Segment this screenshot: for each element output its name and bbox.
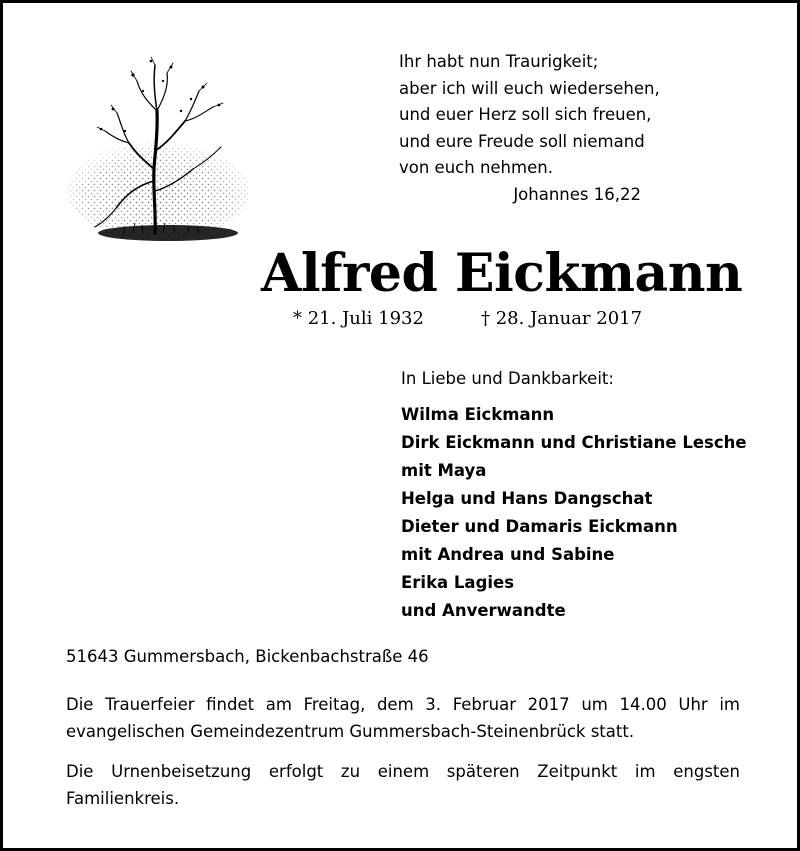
mourner-name: mit Andrea und Sabine [401,545,615,564]
mourners-intro: In Liebe und Dankbarkeit: [401,369,614,388]
deceased-name: Alfred Eickmann [261,243,743,304]
death-date: † 28. Januar 2017 [481,308,643,329]
verse-line: Ihr habt nun Traurigkeit; [399,52,599,71]
funeral-service-notice: Die Trauerfeier findet am Freitag, dem 3. Februar 2017 um 14.00 Uhr im evangelischen Gemeindezentrum Gummersbach-Steinenbrück statt. [66,695,740,741]
mourner-name: Dirk Eickmann und Christiane Lesche [401,433,747,452]
mourner-name: Helga und Hans Dangschat [401,489,653,508]
verse-line: und euer Herz soll sich freuen, [399,105,652,124]
verse-line: und eure Freude soll niemand [399,131,645,151]
family-address: 51643 Gummersbach, Bickenbachstraße 46 [66,647,429,666]
mourner-name: und Anverwandte [401,601,566,620]
mourner-name: Wilma Eickmann [401,405,555,424]
mourners-list [401,401,781,625]
bible-verse [399,49,659,208]
verse-line: von euch nehmen. [399,158,553,177]
mourner-name: mit Maya [401,461,487,480]
tree-illustration [63,51,253,256]
mourner-name: Erika Lagies [401,573,515,592]
mourner-name: Dieter und Damaris Eickmann [401,517,678,536]
verse-source: Johannes 16,22 [513,184,641,204]
urn-burial-notice: Die Urnenbeisetzung erfolgt zu einem späteren Zeitpunkt im engsten Familienkreis. [66,762,740,808]
birth-date: * 21. Juli 1932 [293,308,424,329]
mourners-block [401,365,781,625]
verse-line: aber ich will euch wiedersehen, [399,78,660,98]
